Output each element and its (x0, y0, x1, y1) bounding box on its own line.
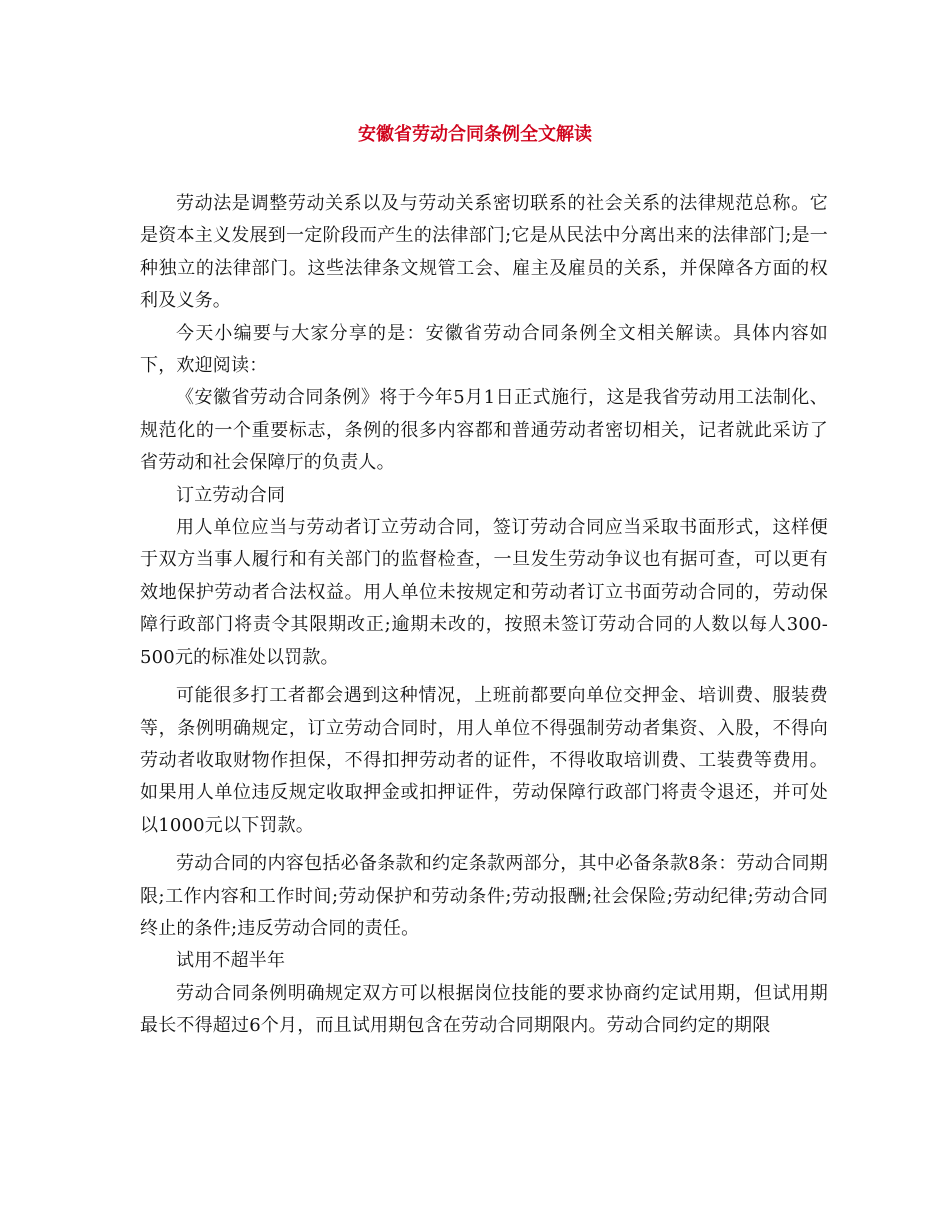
paragraph-probation: 劳动合同条例明确规定双方可以根据岗位技能的要求协商约定试用期，但试用期最长不得超过6个月，而且试用期包含在劳动合同期限内。劳动合同约定的期限 (140, 982, 828, 1037)
section-heading-probation: 试用不超半年 (176, 950, 286, 972)
paragraph-deposit: 可能很多打工者都会遇到这种情况，上班前都要向单位交押金、培训费、服装费等，条例明确规定，订立劳动合同时，用人单位不得强制劳动者集资、入股，不得向劳动者收取财物作担保，不得扣押劳动者的证件，不得收取培训费、工装费等费用。如果用人单位违反规定收取押金或扣押证件，劳动保障行政部门将责令退还，并可处以1000元以下罚款。 (140, 685, 828, 836)
paragraph-intro: 劳动法是调整劳动关系以及与劳动关系密切联系的社会关系的法律规范总称。它是资本主义发展到一定阶段而产生的法律部门;它是从民法中分离出来的法律部门;是一种独立的法律部门。这些法律条文规管工会、雇主及雇员的关系，并保障各方面的权利及义务。 (140, 193, 828, 312)
paragraph-regulation: 《安徽省劳动合同条例》将于今年5月1日正式施行，这是我省劳动用工法制化、规范化的一个重要标志，条例的很多内容都和普通劳动者密切相关，记者就此采访了省劳动和社会保障厅的负责人。 (140, 387, 828, 474)
paragraph-share: 今天小编要与大家分享的是：安徽省劳动合同条例全文相关解读。具体内容如下，欢迎阅读： (140, 322, 828, 377)
document-body (140, 188, 828, 1043)
section-heading-contract: 订立劳动合同 (176, 484, 286, 506)
paragraph-clauses: 劳动合同的内容包括必备条款和约定条款两部分，其中必备条款8条：劳动合同期限;工作内容和工作时间;劳动保护和劳动条件;劳动报酬;社会保险;劳动纪律;劳动合同终止的条件;违反劳动合同的责任。 (140, 853, 828, 939)
document-title: 安徽省劳动合同条例全文解读 (358, 124, 592, 145)
paragraph-written-contract: 用人单位应当与劳动者订立劳动合同，签订劳动合同应当采取书面形式，这样便于双方当事人履行和有关部门的监督检查，一旦发生劳动争议也有据可查，可以更有效地保护劳动者合法权益。用人单位未按规定和劳动者订立书面劳动合同的，劳动保障行政部门将责令其限期改正;逾期未改的，按照未签订劳动合同的人数以每人300-500元的标准处以罚款。 (140, 517, 828, 668)
